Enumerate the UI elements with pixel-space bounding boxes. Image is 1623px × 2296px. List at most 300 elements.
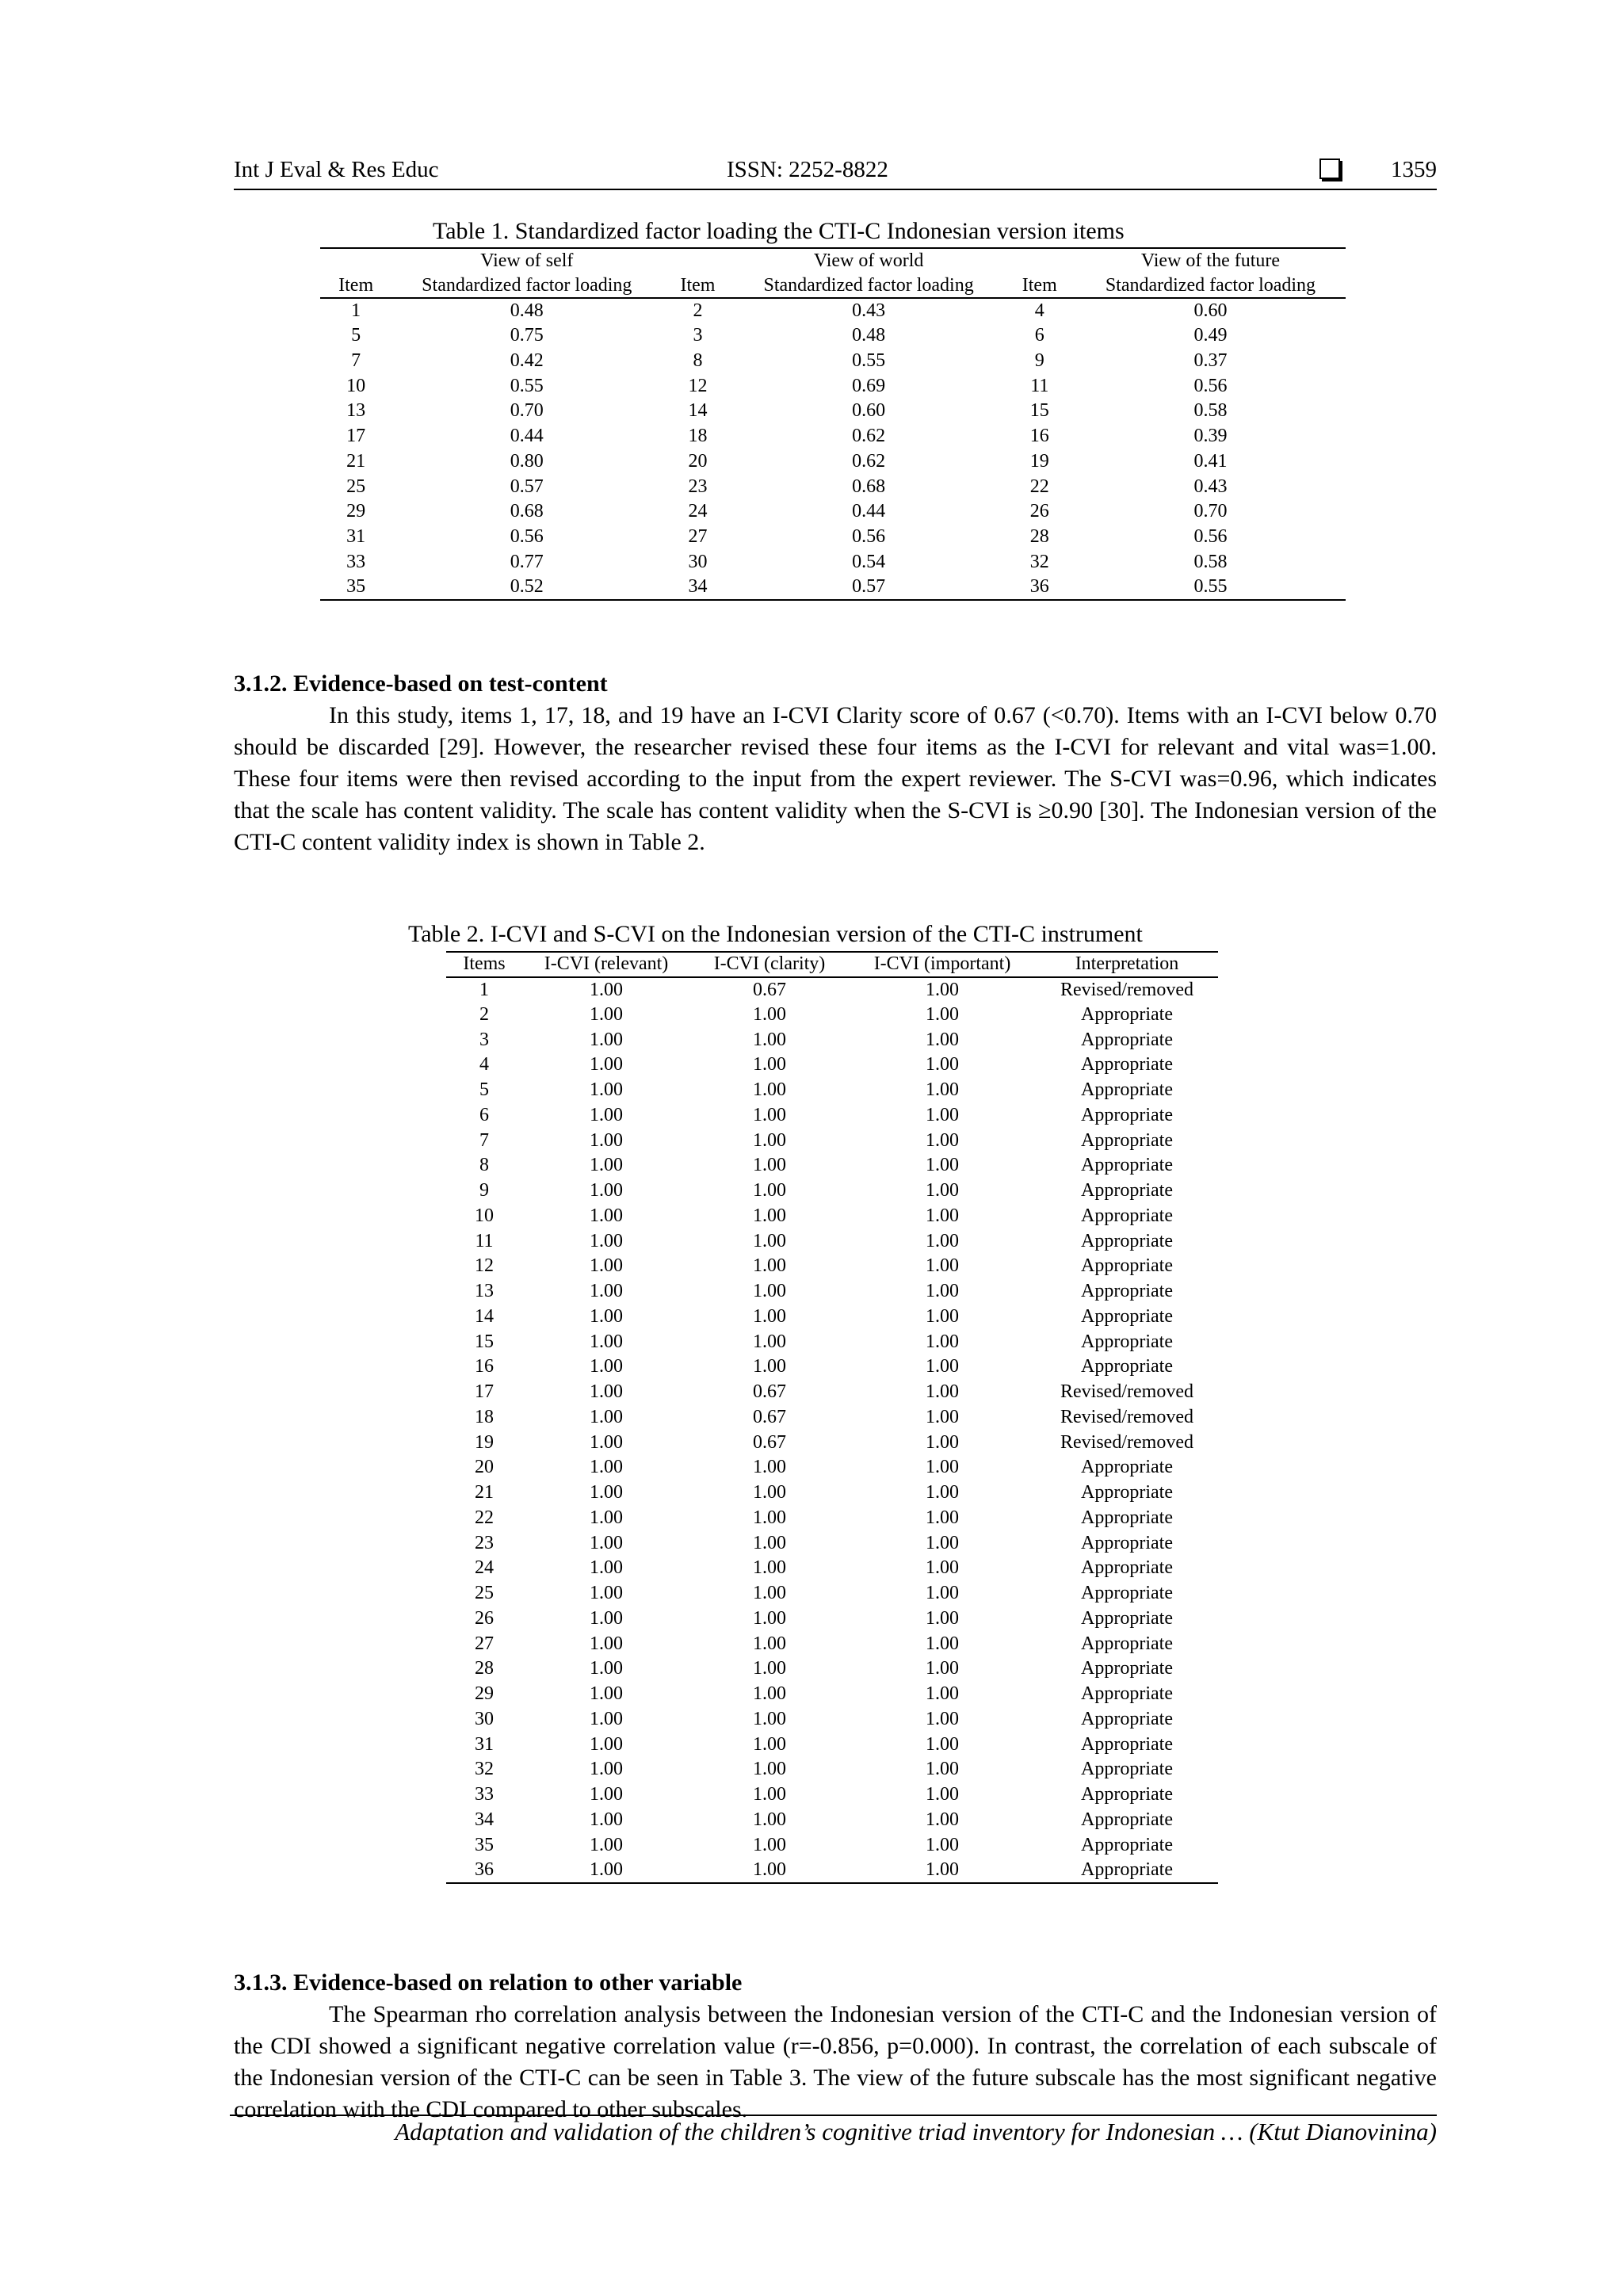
table-row xyxy=(446,1103,1218,1129)
table-cell: 1.00 xyxy=(926,1633,959,1654)
table-cell: 0.75 xyxy=(510,325,544,346)
table-cell: 1.00 xyxy=(753,1784,786,1805)
table-cell: 1.00 xyxy=(926,1482,959,1503)
table-cell: 1.00 xyxy=(590,1129,623,1151)
table-cell: 13 xyxy=(346,400,366,422)
table-cell: 0.58 xyxy=(1193,551,1228,572)
table-cell: Appropriate xyxy=(1081,1205,1173,1226)
table-cell: 20 xyxy=(688,450,708,472)
table-cell: Appropriate xyxy=(1081,1708,1173,1729)
table-row xyxy=(320,449,1346,475)
table-cell: 1.00 xyxy=(590,1104,623,1125)
table-cell: 0.69 xyxy=(852,375,886,396)
table-cell: 1.00 xyxy=(590,1205,623,1226)
table-cell: 1.00 xyxy=(753,1733,786,1755)
table-cell: 1.00 xyxy=(590,1759,623,1780)
table2-caption: Table 2. I-CVI and S-CVI on the Indonesian version of the CTI-C instrument xyxy=(408,921,1143,947)
table-cell: 9 xyxy=(1034,350,1044,372)
table-cell: Appropriate xyxy=(1081,1784,1173,1805)
table-cell: 28 xyxy=(1029,525,1049,547)
table2-column-header: Interpretation xyxy=(1036,952,1218,977)
table-cell: Appropriate xyxy=(1081,1281,1173,1302)
table-cell: 15 xyxy=(475,1331,494,1352)
table-cell: 1.00 xyxy=(590,1331,623,1352)
table-cell: 16 xyxy=(1029,426,1049,447)
table1-column-header: Standardized factor loading xyxy=(734,273,1004,299)
table1-group-header: View of the future xyxy=(1140,250,1281,271)
table-cell: Appropriate xyxy=(1081,1180,1173,1201)
table1-group-header-row xyxy=(320,248,1346,273)
table-cell: 23 xyxy=(688,476,708,497)
table-cell: Appropriate xyxy=(1081,1532,1173,1553)
table-cell: 1.00 xyxy=(590,1230,623,1251)
table-cell: 1.00 xyxy=(926,1683,959,1705)
table-cell: 1.00 xyxy=(753,1583,786,1604)
table-cell: Appropriate xyxy=(1081,1104,1173,1125)
table-row xyxy=(446,1204,1218,1229)
table-row xyxy=(446,1530,1218,1556)
table-cell: Appropriate xyxy=(1081,1859,1173,1880)
table-cell: 1.00 xyxy=(926,1003,959,1025)
table-cell: 29 xyxy=(346,501,366,522)
table-cell: 1.00 xyxy=(926,1331,959,1352)
table1-column-header: Item xyxy=(662,273,733,299)
table-cell: 1.00 xyxy=(590,1784,623,1805)
table-cell: 1.00 xyxy=(590,1003,623,1025)
table-row xyxy=(446,1682,1218,1707)
table-cell: 0.60 xyxy=(852,400,886,422)
table-cell: 1.00 xyxy=(753,1255,786,1277)
table-cell: 6 xyxy=(1034,325,1044,346)
table-cell: 32 xyxy=(1029,551,1049,572)
table-cell: Appropriate xyxy=(1081,1305,1173,1327)
table-cell: 33 xyxy=(346,551,366,572)
paragraph-test-content: In this study, items 1, 17, 18, and 19 have an I-CVI Clarity score of 0.67 (<0.70). Items with an I-CVI below 0.70 should be discarded [29]. However, the researcher revised these four items as the I-CVI for relevant and vital was=1.00. These four items were then revised according to the input from the expert reviewer. The S-CVI was=0.96, which indicates that the scale has content validity. The scale has content validity when the S-CVI is ≥0.90 [30]. The Indonesian version of the CTI-C content validity index is shown in Table 2. xyxy=(234,702,1437,855)
table-cell: 1.00 xyxy=(590,1406,623,1427)
table2-column-header: I-CVI (important) xyxy=(849,952,1036,977)
table-cell: 1.00 xyxy=(753,1633,786,1654)
table-cell: 11 xyxy=(1030,375,1049,396)
table-cell: 15 xyxy=(1029,400,1049,422)
table-row xyxy=(446,1656,1218,1682)
table-cell: 1.00 xyxy=(753,1331,786,1352)
table-cell: Appropriate xyxy=(1081,1356,1173,1377)
table1-column-header: Item xyxy=(320,273,391,299)
table-row xyxy=(446,1354,1218,1380)
table-cell: 16 xyxy=(475,1356,494,1377)
table-cell: Appropriate xyxy=(1081,1482,1173,1503)
table-row xyxy=(446,1179,1218,1204)
table-cell: 1.00 xyxy=(926,979,959,1000)
table-cell: 1.00 xyxy=(590,1482,623,1503)
table-cell: 1.00 xyxy=(590,979,623,1000)
table-cell: 1.00 xyxy=(590,1557,623,1579)
table-cell: 0.48 xyxy=(510,300,544,322)
table-cell: Revised/removed xyxy=(1060,1406,1193,1427)
table1-column-header-row xyxy=(320,273,1346,299)
table2-header-row xyxy=(446,952,1218,977)
table-cell: 12 xyxy=(475,1255,494,1277)
running-header xyxy=(234,155,1437,190)
table-cell: Appropriate xyxy=(1081,1230,1173,1251)
table2-body xyxy=(446,977,1218,1883)
table1-caption: Table 1. Standardized factor loading the CTI-C Indonesian version items xyxy=(433,218,1125,244)
table-cell: 7 xyxy=(479,1129,489,1151)
table-cell: 29 xyxy=(475,1683,494,1705)
table-cell: 1.00 xyxy=(590,1155,623,1176)
table1-body xyxy=(320,298,1346,599)
table-cell: 12 xyxy=(688,375,708,396)
table-cell: 0.55 xyxy=(510,375,544,396)
table-row xyxy=(320,575,1346,600)
table-cell: 1.00 xyxy=(753,1457,786,1478)
table-cell: 1.00 xyxy=(590,1607,623,1629)
table-cell: 1 xyxy=(351,300,361,322)
table-cell: 0.67 xyxy=(753,1381,786,1403)
table-cell: 1.00 xyxy=(926,1054,959,1075)
table-row xyxy=(320,474,1346,499)
table-cell: 1.00 xyxy=(590,1683,623,1705)
table-cell: 30 xyxy=(475,1708,494,1729)
table-row xyxy=(446,1380,1218,1405)
table-row xyxy=(446,1556,1218,1581)
table-cell: 1.00 xyxy=(926,1532,959,1553)
table-cell: 1.00 xyxy=(590,1029,623,1050)
table-cell: 1.00 xyxy=(753,1507,786,1528)
table1-group-header: View of self xyxy=(480,250,574,271)
table-cell: 1.00 xyxy=(753,1029,786,1050)
table-cell: 1.00 xyxy=(926,1205,959,1226)
table-cell: 10 xyxy=(346,375,366,396)
table-cell: 36 xyxy=(475,1859,494,1880)
table-cell: Appropriate xyxy=(1081,1079,1173,1101)
table-cell: 1.00 xyxy=(753,1532,786,1553)
table-row xyxy=(446,1305,1218,1330)
table-cell: 1.00 xyxy=(926,1431,959,1453)
table-cell: 1.00 xyxy=(590,1658,623,1679)
section-heading-3-1-2: 3.1.2. Evidence-based on test-content xyxy=(234,670,608,697)
table2-column-header: I-CVI (relevant) xyxy=(522,952,690,977)
table-cell: Revised/removed xyxy=(1060,979,1193,1000)
table-cell: 10 xyxy=(475,1205,494,1226)
table-row xyxy=(446,1254,1218,1279)
table-cell: Appropriate xyxy=(1081,1583,1173,1604)
table-row xyxy=(320,373,1346,399)
table-cell: 1.00 xyxy=(590,1054,623,1075)
table-row xyxy=(446,1757,1218,1782)
table-cell: 1.00 xyxy=(753,1054,786,1075)
table-row xyxy=(446,1480,1218,1506)
table-cell: 1.00 xyxy=(926,1406,959,1427)
table-cell: 1.00 xyxy=(590,1255,623,1277)
table-cell: 0.56 xyxy=(852,525,886,547)
table-cell: 1.00 xyxy=(926,1708,959,1729)
table-cell: 1.00 xyxy=(753,1281,786,1302)
table-cell: 8 xyxy=(693,350,703,372)
table-cell: 28 xyxy=(475,1658,494,1679)
table-cell: 1.00 xyxy=(926,1381,959,1403)
table-cell: 1 xyxy=(479,979,489,1000)
table-cell: 1.00 xyxy=(590,1507,623,1528)
table-cell: 1.00 xyxy=(753,1356,786,1377)
table-cell: 21 xyxy=(475,1482,494,1503)
table-row xyxy=(446,1405,1218,1431)
section-heading-3-1-3: 3.1.3. Evidence-based on relation to other variable xyxy=(234,1969,743,1996)
table-cell: 0.54 xyxy=(852,551,886,572)
table-cell: 1.00 xyxy=(590,1633,623,1654)
table-cell: 1.00 xyxy=(753,1180,786,1201)
table-cell: 4 xyxy=(479,1054,489,1075)
table-cell: 6 xyxy=(479,1104,489,1125)
table-cell: 27 xyxy=(475,1633,494,1654)
table-cell: 1.00 xyxy=(926,1557,959,1579)
table-cell: 0.60 xyxy=(1193,300,1228,322)
table-cell: 0.67 xyxy=(753,979,786,1000)
table-cell: Appropriate xyxy=(1081,1834,1173,1855)
table-cell: 18 xyxy=(688,426,708,447)
table-cell: 1.00 xyxy=(590,1583,623,1604)
table-cell: 5 xyxy=(351,325,361,346)
table-cell: 36 xyxy=(1029,575,1049,597)
table-row xyxy=(446,1832,1218,1858)
table-cell: 1.00 xyxy=(926,1230,959,1251)
table-cell: 17 xyxy=(475,1381,494,1403)
table-cell: 7 xyxy=(351,350,361,372)
table-cell: 1.00 xyxy=(926,1607,959,1629)
table-cell: Appropriate xyxy=(1081,1607,1173,1629)
table-cell: 18 xyxy=(475,1406,494,1427)
table-row xyxy=(446,1228,1218,1254)
table-cell: Appropriate xyxy=(1081,1331,1173,1352)
table-cell: 1.00 xyxy=(753,1205,786,1226)
table-cell: 26 xyxy=(475,1607,494,1629)
table-row xyxy=(446,1808,1218,1833)
table-cell: Appropriate xyxy=(1081,1003,1173,1025)
table-cell: 1.00 xyxy=(753,1683,786,1705)
table-cell: Appropriate xyxy=(1081,1255,1173,1277)
table-cell: 1.00 xyxy=(753,1482,786,1503)
table-cell: 1.00 xyxy=(753,1104,786,1125)
table-cell: 1.00 xyxy=(926,1507,959,1528)
table-cell: 1.00 xyxy=(926,1834,959,1855)
table-cell: 1.00 xyxy=(753,1759,786,1780)
table-cell: 1.00 xyxy=(753,1230,786,1251)
table-cell: 0.62 xyxy=(852,426,886,447)
table-cell: Appropriate xyxy=(1081,1633,1173,1654)
table-cell: 35 xyxy=(475,1834,494,1855)
table-cell: 0.70 xyxy=(1193,501,1228,522)
table-cell: 1.00 xyxy=(753,1079,786,1101)
table-cell: 14 xyxy=(688,400,708,422)
table-cell: 1.00 xyxy=(926,1583,959,1604)
table1 xyxy=(320,247,1346,601)
table-row xyxy=(446,1506,1218,1531)
table-cell: 1.00 xyxy=(590,1356,623,1377)
table-cell: 3 xyxy=(479,1029,489,1050)
table-row xyxy=(320,525,1346,550)
table-cell: 2 xyxy=(479,1003,489,1025)
table-cell: 0.48 xyxy=(852,325,886,346)
table-cell: Appropriate xyxy=(1081,1809,1173,1830)
table2-column-header: Items xyxy=(446,952,522,977)
table-cell: 1.00 xyxy=(926,1079,959,1101)
table-row xyxy=(446,1581,1218,1606)
table-cell: 24 xyxy=(475,1557,494,1579)
table-cell: Appropriate xyxy=(1081,1733,1173,1755)
table-cell: 1.00 xyxy=(753,1708,786,1729)
table-cell: 23 xyxy=(475,1532,494,1553)
table-cell: Appropriate xyxy=(1081,1759,1173,1780)
table-cell: 0.68 xyxy=(510,501,544,522)
table-cell: 0.55 xyxy=(1193,575,1228,597)
table-row xyxy=(446,1052,1218,1078)
table-cell: 1.00 xyxy=(926,1180,959,1201)
table-cell: 0.49 xyxy=(1193,325,1228,346)
table-row xyxy=(446,1027,1218,1052)
table-row xyxy=(446,1858,1218,1883)
table-row xyxy=(446,1279,1218,1305)
table-cell: 0.43 xyxy=(852,300,886,322)
table-row xyxy=(320,349,1346,374)
table-cell: 0.37 xyxy=(1193,350,1228,372)
table-cell: 19 xyxy=(1029,450,1049,472)
table-cell: 0.80 xyxy=(510,450,544,472)
table-cell: 1.00 xyxy=(590,1431,623,1453)
table-cell: 1.00 xyxy=(926,1859,959,1880)
table-cell: 0.56 xyxy=(1193,525,1228,547)
table-cell: 0.77 xyxy=(510,551,544,572)
table-row xyxy=(446,1329,1218,1354)
table-cell: 1.00 xyxy=(753,1834,786,1855)
table-cell: 0.70 xyxy=(510,400,544,422)
table-cell: Appropriate xyxy=(1081,1457,1173,1478)
page-number: 1359 xyxy=(1391,157,1437,182)
table-row xyxy=(446,1430,1218,1455)
table1-column-header: Standardized factor loading xyxy=(391,273,662,299)
table-cell: Appropriate xyxy=(1081,1658,1173,1679)
table-cell: 1.00 xyxy=(590,1733,623,1755)
table-cell: Revised/removed xyxy=(1060,1381,1193,1403)
table-cell: 31 xyxy=(346,525,366,547)
table-cell: 31 xyxy=(475,1733,494,1755)
paragraph-relation-other-variable: The Spearman rho correlation analysis between the Indonesian version of the CTI-C and the Indonesian version of the CDI showed a significant negative correlation value (r=-0.856, p=0.000). In contrast, the correlation of each subscale of the Indonesian version of the CTI-C can be seen in Table 3. The view of the future subscale has the most significant negative correlation with the CDI compared to other subscales. xyxy=(234,2001,1437,2122)
table-cell: Revised/removed xyxy=(1060,1431,1193,1453)
table-cell: 11 xyxy=(475,1230,494,1251)
table-row xyxy=(320,549,1346,575)
table-cell: 14 xyxy=(475,1305,494,1327)
table-cell: 1.00 xyxy=(590,1180,623,1201)
table-cell: 0.68 xyxy=(852,476,886,497)
table-cell: 0.57 xyxy=(852,575,886,597)
table-cell: 35 xyxy=(346,575,366,597)
table-cell: 0.67 xyxy=(753,1406,786,1427)
table-cell: 1.00 xyxy=(590,1859,623,1880)
table-cell: 34 xyxy=(475,1809,494,1830)
table-cell: 1.00 xyxy=(753,1557,786,1579)
table-cell: 1.00 xyxy=(753,1305,786,1327)
table-row xyxy=(446,1631,1218,1656)
table1-column-header: Standardized factor loading xyxy=(1075,273,1346,299)
table2 xyxy=(446,951,1218,1884)
table-cell: Appropriate xyxy=(1081,1129,1173,1151)
table-cell: 19 xyxy=(475,1431,494,1453)
table-cell: 22 xyxy=(475,1507,494,1528)
table-cell: 17 xyxy=(346,426,366,447)
table-cell: 1.00 xyxy=(753,1607,786,1629)
table-cell: 1.00 xyxy=(926,1029,959,1050)
table-cell: 1.00 xyxy=(590,1381,623,1403)
table-cell: 1.00 xyxy=(926,1129,959,1151)
table-cell: 3 xyxy=(693,325,703,346)
table-cell: 0.41 xyxy=(1193,450,1228,472)
table-cell: 1.00 xyxy=(926,1305,959,1327)
table-cell: 1.00 xyxy=(926,1255,959,1277)
table-cell: 33 xyxy=(475,1784,494,1805)
table-cell: 20 xyxy=(475,1457,494,1478)
table-cell: 26 xyxy=(1029,501,1049,522)
table-cell: 1.00 xyxy=(753,1859,786,1880)
table-cell: 22 xyxy=(1029,476,1049,497)
table-cell: 1.00 xyxy=(753,1129,786,1151)
table-cell: 13 xyxy=(475,1281,494,1302)
table-row xyxy=(446,1707,1218,1733)
table1-group-header: View of world xyxy=(813,250,924,271)
table-cell: 1.00 xyxy=(590,1305,623,1327)
table-cell: 1.00 xyxy=(590,1708,623,1729)
table-cell: 1.00 xyxy=(926,1281,959,1302)
table-cell: 30 xyxy=(688,551,708,572)
table-row xyxy=(446,1455,1218,1480)
table-cell: 1.00 xyxy=(926,1457,959,1478)
table-cell: 0.62 xyxy=(852,450,886,472)
table-cell: 1.00 xyxy=(590,1079,623,1101)
table-cell: 1.00 xyxy=(590,1834,623,1855)
table-cell: 0.55 xyxy=(852,350,886,372)
table-cell: 1.00 xyxy=(590,1532,623,1553)
table-cell: 0.67 xyxy=(753,1431,786,1453)
table-row xyxy=(320,499,1346,525)
table-row xyxy=(320,424,1346,449)
table-cell: 0.56 xyxy=(1193,375,1228,396)
table-cell: Appropriate xyxy=(1081,1155,1173,1176)
table-cell: 4 xyxy=(1034,300,1044,322)
table-cell: 25 xyxy=(475,1583,494,1604)
table-row xyxy=(446,1732,1218,1757)
issn: ISSN: 2252-8822 xyxy=(727,157,888,182)
table-cell: 1.00 xyxy=(753,1809,786,1830)
table-cell: 1.00 xyxy=(926,1784,959,1805)
table-cell: 2 xyxy=(693,300,703,322)
table-cell: Appropriate xyxy=(1081,1507,1173,1528)
table-cell: 5 xyxy=(479,1079,489,1101)
table-cell: 1.00 xyxy=(590,1809,623,1830)
table-row xyxy=(446,1078,1218,1103)
table-cell: 1.00 xyxy=(926,1809,959,1830)
table-cell: 25 xyxy=(346,476,366,497)
table-row xyxy=(320,298,1346,323)
table-cell: 9 xyxy=(479,1180,489,1201)
table-cell: 0.43 xyxy=(1193,476,1228,497)
table-cell: 1.00 xyxy=(926,1658,959,1679)
table-cell: 0.58 xyxy=(1193,400,1228,422)
table-cell: 1.00 xyxy=(590,1457,623,1478)
table-cell: Appropriate xyxy=(1081,1029,1173,1050)
table-cell: Appropriate xyxy=(1081,1683,1173,1705)
table2-column-header: I-CVI (clarity) xyxy=(690,952,849,977)
table-row xyxy=(446,1606,1218,1632)
table-cell: 0.44 xyxy=(510,426,544,447)
table-cell: 32 xyxy=(475,1759,494,1780)
